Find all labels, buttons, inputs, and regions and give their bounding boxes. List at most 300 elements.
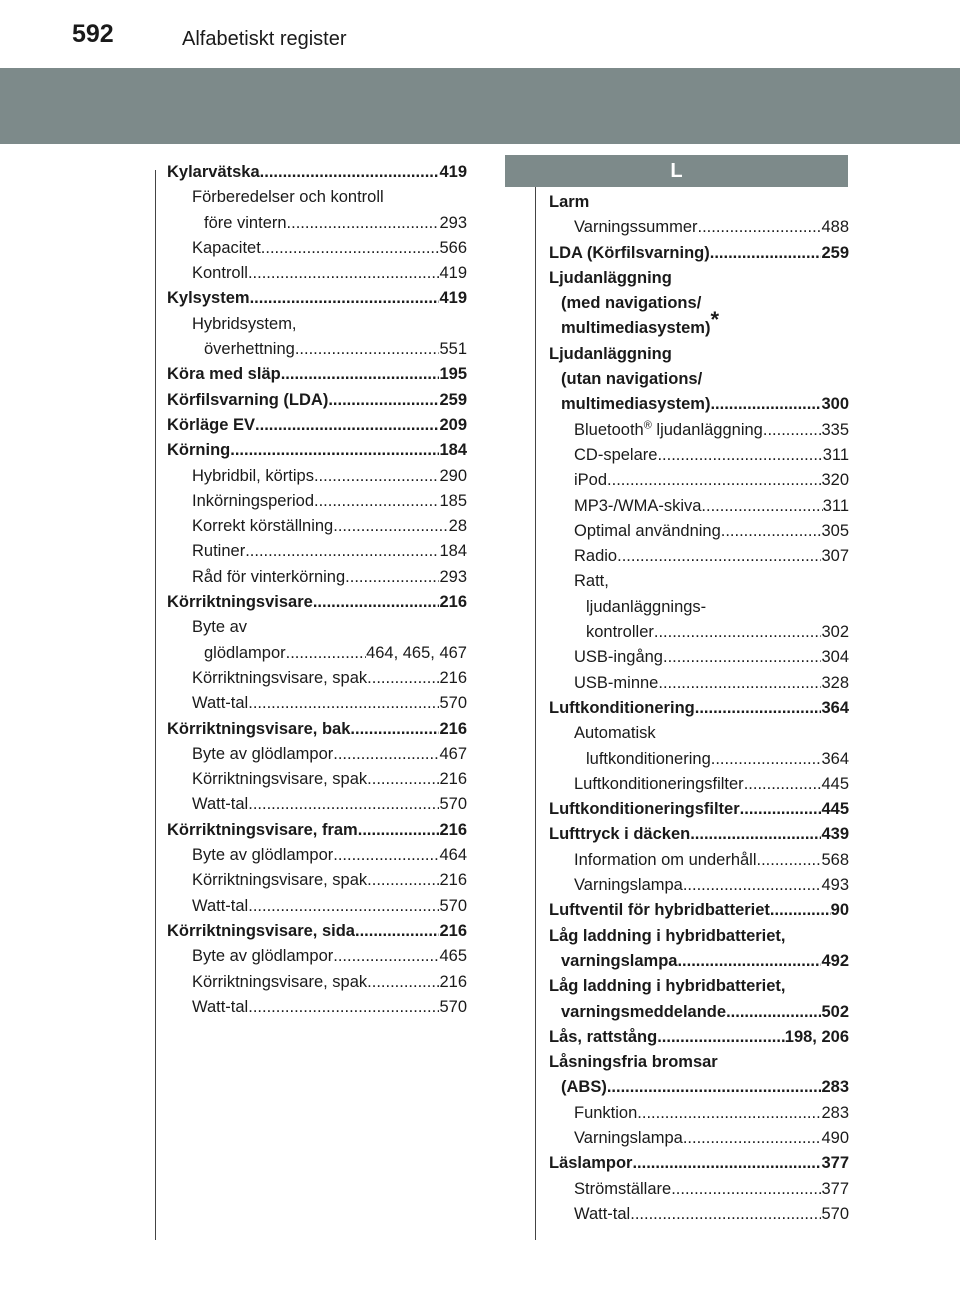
entry-text xyxy=(192,843,333,868)
page-reference: 184 xyxy=(439,542,467,561)
index-entry xyxy=(167,868,467,893)
entry-text xyxy=(574,645,663,670)
page-reference: 28 xyxy=(448,517,467,536)
entry-text xyxy=(192,944,333,969)
entry-text xyxy=(574,443,657,468)
index-entry xyxy=(549,392,849,417)
page-header xyxy=(0,0,960,60)
entry-term: Låg laddning i hybridbatteriet, xyxy=(549,926,786,945)
column-rule-middle xyxy=(535,170,536,1240)
entry-term: CD-spelare xyxy=(574,445,658,464)
entry-text xyxy=(167,388,328,413)
entry-term: LDA (Körfilsvarning) xyxy=(549,243,710,262)
index-entry xyxy=(549,291,849,316)
dot-leader xyxy=(367,767,439,792)
entry-term: Körriktningsvisare, fram xyxy=(167,820,358,839)
page-reference: 216 xyxy=(439,921,467,940)
page-reference: 320 xyxy=(821,471,849,490)
dot-leader xyxy=(333,514,448,539)
entry-text xyxy=(192,868,367,893)
dot-leader xyxy=(630,1202,821,1227)
page-reference: 377 xyxy=(821,1179,849,1198)
entry-term: Watt-tal xyxy=(192,694,249,713)
page-reference: 488 xyxy=(821,218,849,237)
index-entry xyxy=(549,307,849,341)
entry-text xyxy=(574,569,609,594)
page-reference: 185 xyxy=(439,491,467,510)
index-entry xyxy=(549,1075,849,1100)
entry-term: Luftkonditioneringsfilter xyxy=(574,774,744,793)
entry-text xyxy=(549,898,770,923)
dot-leader xyxy=(248,261,440,286)
page-reference: 566 xyxy=(439,238,467,257)
entry-text xyxy=(167,590,313,615)
dot-leader xyxy=(740,797,822,822)
entry-term: Kontroll xyxy=(192,264,248,283)
entry-text xyxy=(192,666,367,691)
dot-leader xyxy=(245,539,439,564)
dot-leader xyxy=(286,641,366,666)
index-entry xyxy=(549,974,849,999)
entry-term: Inkörningsperiod xyxy=(192,491,314,510)
page-reference: 492 xyxy=(821,951,849,970)
dot-leader xyxy=(313,590,440,615)
index-entry xyxy=(167,514,467,539)
dot-leader xyxy=(683,873,822,898)
index-entry xyxy=(167,261,467,286)
entry-term: Radio xyxy=(574,547,618,566)
index-entry xyxy=(549,595,849,620)
index-entry xyxy=(167,489,467,514)
entry-text xyxy=(561,392,710,417)
entry-term: Watt-tal xyxy=(192,896,249,915)
dot-leader xyxy=(345,565,439,590)
dot-leader xyxy=(248,792,439,817)
entry-text xyxy=(574,873,683,898)
header-band xyxy=(0,68,960,144)
index-entry xyxy=(549,215,849,240)
entry-term: Luftkonditionering xyxy=(549,698,695,717)
dot-leader xyxy=(683,1126,822,1151)
index-entry xyxy=(549,747,849,772)
column-rule-left xyxy=(155,170,156,1240)
page-reference: 490 xyxy=(821,1128,849,1147)
entry-text xyxy=(192,565,345,590)
entry-term: Läslampor xyxy=(549,1154,633,1173)
page-reference: 445 xyxy=(821,800,849,819)
page-reference: 464 xyxy=(439,846,467,865)
dot-leader xyxy=(690,822,821,847)
entry-text xyxy=(574,1177,671,1202)
page-reference: 568 xyxy=(821,850,849,869)
index-entry xyxy=(549,367,849,392)
entry-term: Varningslampa xyxy=(574,1128,683,1147)
page-reference: 419 xyxy=(439,163,467,181)
entry-text xyxy=(561,1075,607,1100)
entry-term: före vintern xyxy=(204,213,287,232)
index-entry xyxy=(167,717,467,742)
index-entry xyxy=(167,413,467,438)
page-reference: 465 xyxy=(439,947,467,966)
dot-leader xyxy=(261,236,440,261)
index-entry xyxy=(549,949,849,974)
entry-text xyxy=(586,595,706,620)
dot-leader xyxy=(710,392,821,417)
page-reference: 90 xyxy=(830,901,849,920)
index-entry xyxy=(549,873,849,898)
page-reference: 570 xyxy=(439,997,467,1016)
index-entry xyxy=(167,970,467,995)
entry-term: USB-minne xyxy=(574,673,659,692)
entry-term: Körfilsvarning (LDA) xyxy=(167,390,329,409)
entry-text xyxy=(549,1025,657,1050)
index-entry xyxy=(549,1050,849,1075)
dot-leader xyxy=(248,894,439,919)
index-entry xyxy=(167,565,467,590)
entry-term: Ratt, xyxy=(574,572,609,591)
entry-text xyxy=(192,894,248,919)
entry-text xyxy=(192,489,314,514)
entry-text xyxy=(574,721,656,746)
index-entry xyxy=(167,691,467,716)
entry-term: multimediasystem) xyxy=(561,395,711,414)
entry-text xyxy=(192,514,333,539)
entry-term: Varningslampa xyxy=(574,876,683,895)
index-entry xyxy=(549,266,849,291)
entry-text xyxy=(192,742,333,767)
index-entry xyxy=(549,822,849,847)
index-entry xyxy=(549,342,849,367)
entry-term: Lufttryck i däcken xyxy=(549,825,691,844)
index-entry xyxy=(167,792,467,817)
entry-text xyxy=(574,1101,637,1126)
entry-text xyxy=(574,1202,630,1227)
section-letter: L xyxy=(670,159,683,182)
entry-text xyxy=(561,291,701,316)
index-entry xyxy=(549,620,849,645)
page-reference: 364 xyxy=(821,749,849,768)
dot-leader xyxy=(697,215,821,240)
index-entry xyxy=(167,464,467,489)
index-entry xyxy=(167,185,467,210)
index-entry xyxy=(167,666,467,691)
entry-term: iPod xyxy=(574,471,608,490)
entry-text xyxy=(192,236,261,261)
entry-text xyxy=(167,818,358,843)
dot-leader xyxy=(281,362,440,387)
index-entry xyxy=(167,388,467,413)
entry-text xyxy=(549,822,690,847)
dot-leader xyxy=(757,848,822,873)
dot-leader xyxy=(617,544,821,569)
page-reference: 216 xyxy=(439,972,467,991)
index-entry xyxy=(549,645,849,670)
page-reference: 198, 206 xyxy=(784,1027,849,1046)
page-reference: 307 xyxy=(821,547,849,566)
entry-text xyxy=(204,337,295,362)
dot-leader xyxy=(358,818,440,843)
entry-text xyxy=(549,1050,718,1075)
index-entry xyxy=(167,742,467,767)
entry-text xyxy=(192,792,248,817)
entry-term: Byte av glödlampor xyxy=(192,947,334,966)
page-reference: 419 xyxy=(439,289,467,308)
dot-leader xyxy=(367,970,439,995)
entry-term: Körning xyxy=(167,441,231,460)
dot-leader xyxy=(230,438,439,463)
page-reference: 216 xyxy=(439,871,467,890)
entry-term: Hybridsystem, xyxy=(192,314,297,333)
page-reference: 216 xyxy=(439,820,467,839)
page-reference: 216 xyxy=(439,770,467,789)
page-number: 592 xyxy=(72,20,114,48)
entry-text xyxy=(549,797,740,822)
index-entry xyxy=(167,995,467,1020)
dot-leader xyxy=(632,1151,821,1176)
entry-term: Förberedelser och kontroll xyxy=(192,188,384,207)
page-reference: 570 xyxy=(439,795,467,814)
dot-leader xyxy=(355,919,439,944)
entry-term: Ljudanläggning xyxy=(549,344,672,363)
entry-term: Automatisk xyxy=(574,724,656,743)
entry-text xyxy=(549,266,672,291)
entry-text xyxy=(192,261,248,286)
entry-term: Körriktningsvisare, spak xyxy=(192,871,368,890)
dot-leader xyxy=(248,691,439,716)
dot-leader xyxy=(333,742,439,767)
dot-leader xyxy=(333,944,439,969)
entry-text xyxy=(167,919,355,944)
page-reference: 335 xyxy=(821,420,849,439)
entry-text xyxy=(574,519,721,544)
entry-term: Funktion xyxy=(574,1103,638,1122)
dot-leader xyxy=(654,620,822,645)
page-reference: 259 xyxy=(439,390,467,409)
entry-text xyxy=(167,160,260,185)
dot-leader xyxy=(726,1000,821,1025)
index-column-left xyxy=(167,160,467,1020)
index-entry xyxy=(167,843,467,868)
entry-term: Ljudanläggning xyxy=(549,268,672,287)
entry-text xyxy=(586,620,654,645)
index-entry xyxy=(549,1151,849,1176)
entry-term-continued: ljudanläggning xyxy=(651,420,763,439)
dot-leader xyxy=(658,671,821,696)
page-reference: 364 xyxy=(821,698,849,717)
entry-text xyxy=(192,539,245,564)
entry-text xyxy=(574,494,701,519)
index-entry xyxy=(167,539,467,564)
entry-term: Varningssummer xyxy=(574,218,698,237)
entry-text xyxy=(167,362,281,387)
dot-leader xyxy=(248,995,439,1020)
page-reference: 283 xyxy=(821,1103,849,1122)
index-entry xyxy=(549,494,849,519)
index-entry xyxy=(549,418,849,443)
dot-leader xyxy=(695,696,822,721)
entry-text xyxy=(561,307,720,341)
page-reference: 283 xyxy=(821,1078,849,1097)
entry-term: glödlampor xyxy=(204,643,286,662)
entry-text xyxy=(192,767,367,792)
dot-leader xyxy=(367,868,439,893)
page-reference: 311 xyxy=(822,496,849,515)
entry-text xyxy=(549,190,589,215)
entry-term: varningsmeddelande xyxy=(561,1002,727,1021)
entry-text xyxy=(561,1000,726,1025)
page-reference: 464, 465, 467 xyxy=(366,643,467,662)
index-column-right xyxy=(549,190,849,1227)
dot-leader xyxy=(763,418,822,443)
index-entry xyxy=(549,1000,849,1025)
entry-text xyxy=(167,438,230,463)
entry-term: USB-ingång xyxy=(574,648,663,667)
page-reference: 216 xyxy=(439,719,467,738)
entry-text xyxy=(574,468,607,493)
entry-term: Låsningsfria bromsar xyxy=(549,1053,718,1072)
entry-text xyxy=(167,717,350,742)
index-entry xyxy=(167,919,467,944)
entry-term: Köra med släp xyxy=(167,365,281,384)
index-entry xyxy=(549,519,849,544)
entry-text xyxy=(574,671,658,696)
dot-leader xyxy=(255,413,439,438)
dot-leader xyxy=(657,443,822,468)
index-entry xyxy=(549,468,849,493)
entry-term: Kylarvätska xyxy=(167,163,260,181)
entry-text xyxy=(549,974,786,999)
page-reference: 304 xyxy=(821,648,849,667)
index-entry xyxy=(167,894,467,919)
page-reference: 259 xyxy=(821,243,849,262)
page-reference: 570 xyxy=(821,1204,849,1223)
page-reference: 551 xyxy=(439,340,467,359)
entry-text xyxy=(204,641,286,666)
dot-leader xyxy=(671,1177,821,1202)
entry-term: Byte av glödlampor xyxy=(192,744,334,763)
dot-leader xyxy=(287,211,440,236)
dot-leader xyxy=(607,468,821,493)
entry-term: Korrekt körställning xyxy=(192,517,334,536)
index-entry xyxy=(549,924,849,949)
dot-leader xyxy=(367,666,439,691)
entry-text xyxy=(574,1126,683,1151)
entry-term: Körriktningsvisare, spak xyxy=(192,770,368,789)
page-reference: 195 xyxy=(439,365,467,384)
entry-term: Information om underhåll xyxy=(574,850,757,869)
entry-term: överhettning xyxy=(204,340,295,359)
entry-text xyxy=(167,413,255,438)
entry-term: Körriktningsvisare, bak xyxy=(167,719,351,738)
entry-term: Watt-tal xyxy=(574,1204,631,1223)
page-reference: 377 xyxy=(821,1154,849,1173)
index-entry xyxy=(167,944,467,969)
index-entry xyxy=(167,160,467,185)
dot-leader xyxy=(663,645,821,670)
registered-mark: ® xyxy=(643,419,652,432)
entry-term: multimediasystem) xyxy=(561,319,711,338)
entry-text xyxy=(561,949,677,974)
index-entry xyxy=(167,337,467,362)
page-reference: 302 xyxy=(821,623,849,642)
entry-text xyxy=(574,215,697,240)
index-entry xyxy=(167,211,467,236)
page-reference: 293 xyxy=(439,213,467,232)
entry-text xyxy=(192,995,248,1020)
page-reference: 439 xyxy=(821,825,849,844)
dot-leader xyxy=(250,286,440,311)
index-entry xyxy=(549,797,849,822)
entry-term: Luftventil för hybridbatteriet xyxy=(549,901,770,920)
entry-term: (utan navigations/ xyxy=(561,370,703,389)
page-reference: 467 xyxy=(439,744,467,763)
page-reference: 290 xyxy=(439,466,467,485)
entry-text xyxy=(192,464,314,489)
section-letter-bar xyxy=(505,155,848,187)
index-entry xyxy=(549,848,849,873)
entry-term: Körläge EV xyxy=(167,415,256,434)
entry-term: Körriktningsvisare xyxy=(167,593,313,612)
index-entry xyxy=(549,544,849,569)
index-entry xyxy=(549,1025,849,1050)
entry-term: kontroller xyxy=(586,623,654,642)
index-entry xyxy=(167,818,467,843)
entry-text xyxy=(192,312,297,337)
dot-leader xyxy=(744,772,822,797)
page-reference: 419 xyxy=(439,264,467,283)
page-reference: 570 xyxy=(439,896,467,915)
entry-term: Kapacitet xyxy=(192,238,261,257)
entry-term: Kylsystem xyxy=(167,289,250,308)
index-entry xyxy=(549,1101,849,1126)
page-reference: 184 xyxy=(439,441,467,460)
entry-text xyxy=(549,241,710,266)
dot-leader xyxy=(295,337,440,362)
page-reference: 311 xyxy=(822,445,849,464)
dot-leader xyxy=(657,1025,785,1050)
dot-leader xyxy=(721,519,822,544)
index-entry xyxy=(167,438,467,463)
page-reference: 216 xyxy=(439,593,467,612)
page-reference: 445 xyxy=(821,774,849,793)
index-entry xyxy=(549,190,849,215)
footnote-asterisk: * xyxy=(710,307,720,333)
dot-leader xyxy=(637,1101,821,1126)
entry-text xyxy=(574,418,763,443)
index-entry xyxy=(549,1177,849,1202)
dot-leader xyxy=(677,949,821,974)
page-reference: 300 xyxy=(821,395,849,414)
entry-term: ljudanläggnings- xyxy=(586,597,707,616)
entry-term: Körriktningsvisare, sida xyxy=(167,921,355,940)
entry-term: Byte av glödlampor xyxy=(192,846,334,865)
dot-leader xyxy=(607,1075,822,1100)
dot-leader xyxy=(333,843,439,868)
dot-leader xyxy=(350,717,439,742)
entry-term: MP3-/WMA-skiva xyxy=(574,496,702,515)
entry-text xyxy=(574,544,617,569)
entry-text xyxy=(549,1151,632,1176)
entry-text xyxy=(549,696,695,721)
index-entry xyxy=(167,615,467,640)
entry-text xyxy=(586,747,711,772)
entry-term: Hybridbil, körtips xyxy=(192,466,314,485)
entry-term: Körriktningsvisare, spak xyxy=(192,668,368,687)
index-entry xyxy=(549,721,849,746)
index-entry xyxy=(549,772,849,797)
entry-text xyxy=(549,924,786,949)
entry-term: Optimal användning xyxy=(574,521,721,540)
